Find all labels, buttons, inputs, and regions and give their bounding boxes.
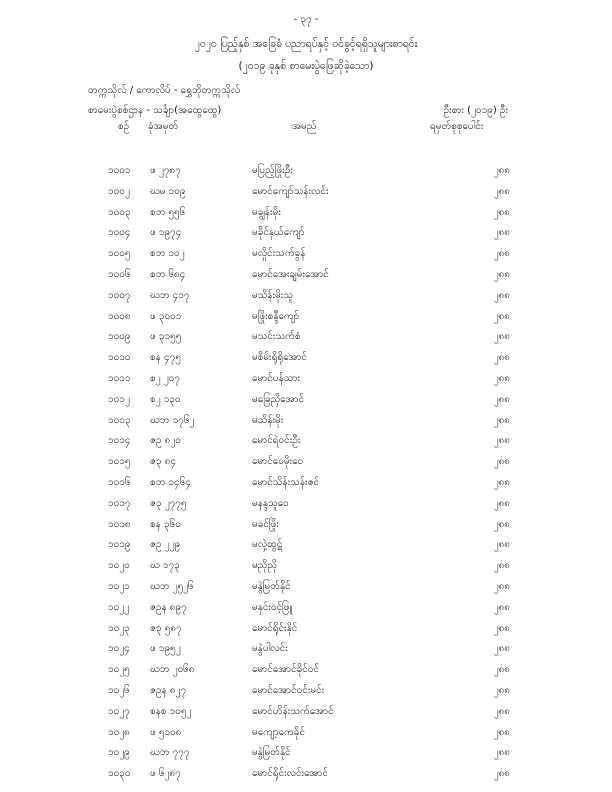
row-name: မခင်ဖြိုး bbox=[252, 518, 279, 530]
region-line: တက္ကသိုလ် / ကောလိပ် - ရွှေဘိုတက္ကသိုလ် bbox=[88, 85, 241, 96]
table-row bbox=[0, 680, 612, 702]
row-roll-number: ဇဥ ၈၂၀ bbox=[150, 435, 181, 447]
row-marks: ၂၈၈ bbox=[493, 373, 510, 384]
row-name: မောင်ဟိန်းသက်အောင် bbox=[252, 705, 334, 717]
row-no: ၁၀၀၃ bbox=[108, 206, 131, 218]
row-no: ၁၀၀၄ bbox=[108, 227, 131, 239]
row-roll-number: စဘ ၆၈၄ bbox=[150, 269, 186, 280]
row-no: ၁၀၁၈ bbox=[108, 518, 131, 530]
row-roll-number: ဃဘ ၂၀၆၈ bbox=[150, 664, 195, 676]
row-marks: ၂၈၈ bbox=[493, 435, 510, 447]
table-row bbox=[0, 264, 612, 286]
row-name: မောင်အေးချမ်းအောင် bbox=[252, 269, 329, 280]
row-name: မသင်းသက်စံ bbox=[252, 331, 301, 343]
center-line: စာမေးပွဲစစ်ဌာန - သင်္ချာ(အထွေထွေ) bbox=[88, 105, 222, 116]
table-row bbox=[0, 659, 612, 681]
row-name: မဖြိုးစန္ဒီကျော် bbox=[252, 310, 300, 322]
row-roll-number: စ၂ ၂၀၇ bbox=[150, 373, 180, 384]
row-marks: ၂၈၈ bbox=[493, 601, 510, 613]
document-subtitle: (၂၀၁၉ ခုနှစ် စာမေးပွဲဖြေဆိုခဲ့သော) bbox=[238, 60, 374, 72]
row-name: မောင်ရိုင်းလင်းအောင် bbox=[252, 768, 328, 780]
row-roll-number: ဃဘ ၂၅၂၆ bbox=[150, 581, 194, 592]
table-row bbox=[0, 285, 612, 307]
row-roll-number: ဖ ၃၁၅၅ bbox=[150, 331, 182, 343]
row-marks: ၂၈၈ bbox=[493, 289, 510, 301]
row-no: ၁၀၃၀ bbox=[108, 768, 131, 780]
row-name: မစိမ်းရိုရိုအောင် bbox=[252, 352, 307, 364]
row-name: မကျော့ကေခိုင် bbox=[252, 726, 306, 738]
row-marks: ၂၈၈ bbox=[493, 539, 510, 551]
table-row bbox=[0, 722, 612, 744]
row-no: ၁၀၁၆ bbox=[108, 477, 131, 488]
table-row bbox=[0, 430, 612, 452]
document-title: ၂၀၂၀ ပြည့်နှစ် အခြေခံ ပညာရပ်နှင့် ဝင်ခွင့်ရရှိသူများစာရင်း bbox=[194, 38, 418, 50]
row-no: ၁၀၂၉ bbox=[108, 747, 130, 759]
row-roll-number: စန ၃၆၀ bbox=[150, 518, 181, 530]
row-no: ၁၀၁၇ bbox=[108, 497, 131, 509]
row-roll-number: ဖ ၅၁၀၈ bbox=[150, 726, 182, 738]
row-name: မခိုင်နှယ်ကျော် bbox=[252, 227, 305, 239]
row-no: ၁၀၀၇ bbox=[108, 289, 131, 301]
row-marks: ၂၈၈ bbox=[493, 206, 510, 218]
column-header-no: စဉ် bbox=[118, 121, 130, 132]
row-no: ၁၀၁၄ bbox=[108, 435, 131, 447]
row-name: မနှင်းဝင့်ဖြူ bbox=[252, 601, 293, 613]
row-name: မညိုညို bbox=[252, 560, 278, 572]
row-marks: ၂၈၈ bbox=[493, 248, 510, 260]
column-header-roll: ခုံအမှတ် bbox=[148, 121, 179, 132]
table-row bbox=[0, 701, 612, 723]
row-marks: ၂၈၈ bbox=[493, 726, 510, 738]
row-marks: ၂၈၈ bbox=[493, 768, 510, 780]
row-roll-number: စဘ ၁၄၆၄ bbox=[150, 477, 191, 488]
row-marks: ၂၈၈ bbox=[493, 518, 510, 530]
table-row bbox=[0, 742, 612, 764]
column-header-marks: ရမှတ်စုစုပေါင်း bbox=[430, 121, 484, 132]
row-no: ၁၀၁၉ bbox=[108, 539, 131, 551]
table-row bbox=[0, 202, 612, 224]
table-row bbox=[0, 763, 612, 785]
row-marks: ၂၈၈ bbox=[493, 456, 510, 468]
table-row bbox=[0, 576, 612, 598]
row-name: မောင်သိန်းသန်းဇင် bbox=[252, 477, 320, 488]
row-roll-number: စန ၄၇၅ bbox=[150, 352, 181, 364]
row-roll-number: ဃဘ ၇၇၇ bbox=[150, 747, 190, 759]
row-marks: ၂၈၈ bbox=[493, 269, 510, 280]
row-marks: ၂၈၈ bbox=[493, 705, 510, 717]
row-marks: ၂၈၈ bbox=[493, 393, 510, 405]
table-row bbox=[0, 638, 612, 660]
table-row bbox=[0, 181, 612, 203]
row-marks: ၂၈၈ bbox=[493, 310, 510, 322]
page-number: - ၃၇ - bbox=[293, 14, 319, 25]
table-row bbox=[0, 410, 612, 432]
row-roll-number: စနစ ၁၀၅၂ bbox=[150, 705, 192, 717]
row-name: မောင်ရဲဝင်းဦး bbox=[252, 435, 301, 447]
right-heading: ဦးစား (၂၀၁၉) ဦး bbox=[443, 105, 508, 116]
row-name: မချွန်းမိုး bbox=[252, 206, 281, 218]
row-no: ၁၀၂၀ bbox=[108, 560, 130, 572]
table-row bbox=[0, 160, 612, 182]
table-row bbox=[0, 306, 612, 328]
table-row bbox=[0, 597, 612, 619]
row-no: ၁၀၁၅ bbox=[108, 456, 131, 468]
row-no: ၁၀၂၄ bbox=[108, 643, 130, 655]
table-row bbox=[0, 389, 612, 411]
row-marks: ၂၈၈ bbox=[493, 477, 510, 488]
row-marks: ၂၈၈ bbox=[493, 165, 510, 176]
row-name: မလှဲ့ထွဋ် bbox=[252, 539, 283, 551]
row-no: ၁၀၀၆ bbox=[108, 269, 131, 280]
row-name: မလှိုင်းသက်ခွန် bbox=[252, 248, 306, 260]
row-no: ၁၀၂၃ bbox=[108, 622, 130, 634]
column-header-name: အမည် bbox=[292, 121, 317, 132]
row-roll-number: စ၂ ၁၃၀ bbox=[150, 393, 181, 405]
row-no: ၁၀၁၂ bbox=[108, 393, 130, 405]
row-roll-number: ဖ ၆၂၈၇ bbox=[150, 768, 181, 780]
row-no: ၁၀၂၁ bbox=[108, 581, 130, 592]
row-marks: ၂၈၈ bbox=[493, 185, 510, 197]
row-name: မနွဲမြတ်နိုင် bbox=[252, 747, 291, 759]
row-name: မောင်ရိုင်းနိုင် bbox=[252, 622, 298, 634]
table-row bbox=[0, 534, 612, 556]
row-name: မသိန်းမိုးသူ bbox=[252, 289, 294, 301]
table-row bbox=[0, 347, 612, 369]
row-marks: ၂၈၈ bbox=[493, 352, 510, 364]
row-no: ၁၀၁၃ bbox=[108, 414, 131, 426]
row-name: မောင်ကျော်သန်းလင်း bbox=[252, 185, 329, 197]
row-roll-number: ဇဥန ၈၂၇ bbox=[150, 685, 187, 696]
row-no: ၁၀၀၉ bbox=[108, 331, 131, 343]
row-name: မောင်ဝေမိုးဝေ bbox=[252, 456, 304, 468]
row-roll-number: စဘ ၁၀၂ bbox=[150, 248, 185, 260]
table-row bbox=[0, 326, 612, 348]
row-roll-number: ဖ ၂၇၈၇ bbox=[150, 165, 181, 176]
row-roll-number: ဇ၃ ၂၇၇၅ bbox=[150, 497, 187, 509]
row-name: မနွဲပါလင်း bbox=[252, 643, 288, 655]
row-name: မောင်ပန်သား bbox=[252, 373, 300, 384]
row-marks: ၂၈၈ bbox=[493, 227, 510, 239]
row-no: ၁၀၂၅ bbox=[108, 664, 130, 676]
row-no: ၁၀၁၁ bbox=[108, 373, 131, 384]
row-name: မောင်အောင်ဝင်းမင်း bbox=[252, 685, 325, 696]
row-no: ၁၀၂၇ bbox=[108, 705, 130, 717]
table-row bbox=[0, 472, 612, 494]
table-row bbox=[0, 243, 612, 265]
row-roll-number: ဖ ၁၉၅၂ bbox=[150, 643, 181, 655]
table-row bbox=[0, 493, 612, 515]
row-marks: ၂၈၈ bbox=[493, 747, 510, 759]
row-no: ၁၀၂၂ bbox=[108, 601, 130, 613]
row-no: ၁၀၂၆ bbox=[108, 685, 130, 696]
row-roll-number: ဃဘ ၁၇၆၂ bbox=[150, 414, 195, 426]
row-roll-number: ဃဘ ၄၁၇ bbox=[150, 289, 190, 301]
row-no: ၁၀၀၁ bbox=[108, 165, 131, 176]
table-row bbox=[0, 368, 612, 390]
table-row bbox=[0, 222, 612, 244]
row-marks: ၂၈၈ bbox=[493, 685, 510, 696]
row-no: ၁၀၀၂ bbox=[108, 185, 130, 197]
row-no: ၁၀၂၈ bbox=[108, 726, 130, 738]
row-name: မောင်အောင်ခိုင်ဝင် bbox=[252, 664, 320, 676]
row-no: ၁၀၀၈ bbox=[108, 310, 131, 322]
row-roll-number: ဖ ၁၉၇၄ bbox=[150, 227, 182, 239]
row-roll-number: ဇ၃ ၅၈၇ bbox=[150, 622, 182, 634]
row-roll-number: ဇဥ ၂၂၉ bbox=[150, 539, 181, 551]
row-marks: ၂၈၈ bbox=[493, 414, 510, 426]
table-row bbox=[0, 451, 612, 473]
row-roll-number: စဘ ၅၅၆ bbox=[150, 206, 186, 218]
row-roll-number: ဖ ၃၀၀၁ bbox=[150, 310, 182, 322]
row-roll-number: ဇဥန ၈၉၇ bbox=[150, 601, 187, 613]
row-roll-number: ဃမ ၁၀၉ bbox=[150, 185, 186, 197]
row-name: မသိန်းမိုး bbox=[252, 414, 284, 426]
row-marks: ၂၈၈ bbox=[493, 497, 510, 509]
row-marks: ၂၈၈ bbox=[493, 581, 510, 592]
row-no: ၁၀၁၀ bbox=[108, 352, 131, 364]
row-name: မနွဲမြတ်နိုင် bbox=[252, 581, 291, 592]
row-name: မခြေညှိအောင် bbox=[252, 393, 305, 405]
row-marks: ၂၈၈ bbox=[493, 622, 510, 634]
row-no: ၁၀၀၅ bbox=[108, 248, 131, 260]
table-row bbox=[0, 555, 612, 577]
row-name: မပြည့်ဖြိုးဦး bbox=[252, 165, 293, 176]
row-name: မနန္ဒသူဝေ bbox=[252, 497, 289, 509]
table-row bbox=[0, 514, 612, 536]
row-roll-number: ဃ ၁၇၃ bbox=[150, 560, 180, 572]
row-marks: ၂၈၈ bbox=[493, 331, 510, 343]
row-marks: ၂၈၈ bbox=[493, 664, 510, 676]
row-marks: ၂၈၈ bbox=[493, 560, 510, 572]
row-marks: ၂၈၈ bbox=[493, 643, 510, 655]
row-roll-number: ဇ၃ ၈၄ bbox=[150, 456, 177, 468]
table-row bbox=[0, 618, 612, 640]
